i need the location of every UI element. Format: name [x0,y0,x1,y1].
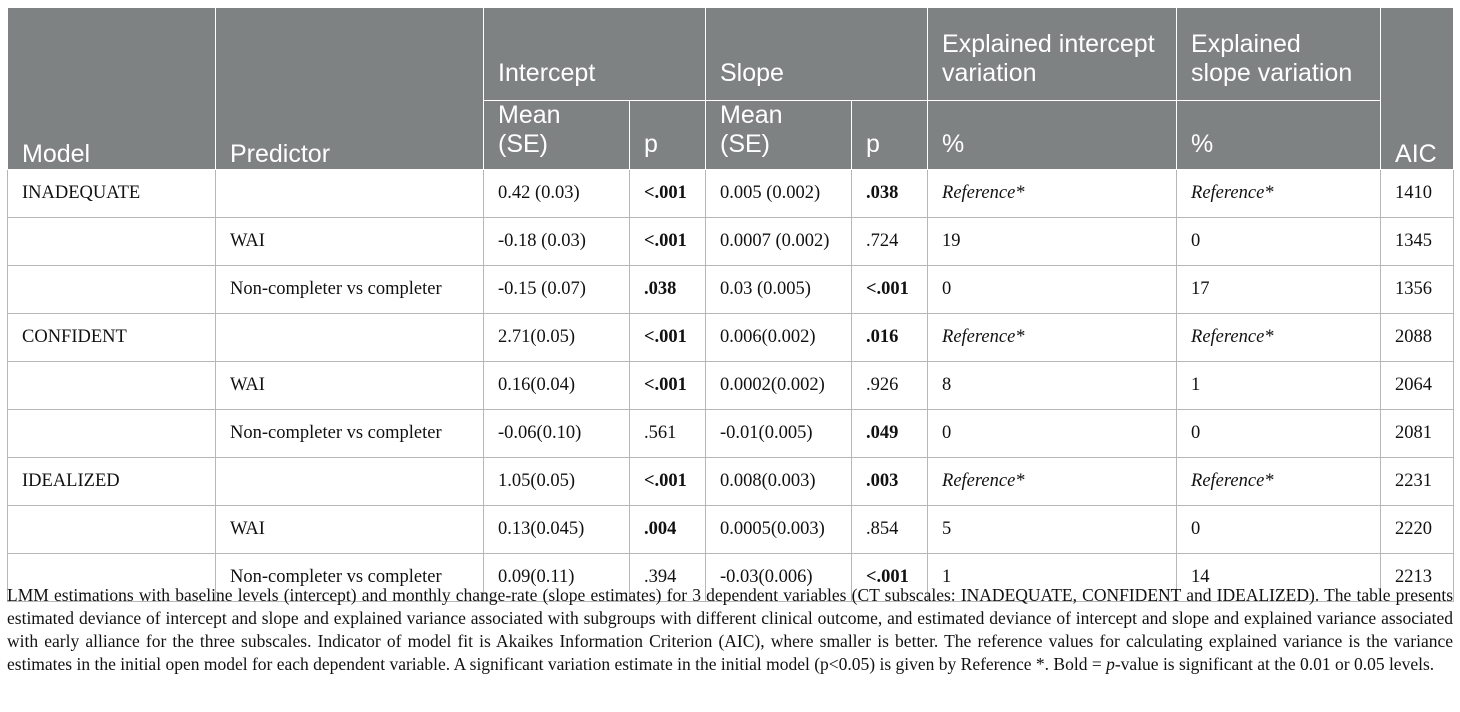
table-row [8,506,1454,554]
cell-explained-intercept: 5 [928,506,1177,554]
cell-predictor: WAI [216,362,484,410]
cell-aic: 1410 [1381,170,1454,218]
cell-slope-p: .049 [852,410,928,458]
cell-intercept-mean: -0.18 (0.03) [484,218,630,266]
cell-intercept-mean: 0.16(0.04) [484,362,630,410]
cell-slope-p: <.001 [852,554,928,602]
caption-text: LMM estimations with baseline levels (intercept) and monthly change-rate (slope estimates) for 3 dependent variables (CT subscales: INADEQUATE, CONFIDENT and IDEALIZED). The table presents estimated deviance of intercept and slope and explained variance associated with subgroups with different clinical outcome, and estimated deviance of intercept and slope and explained variance associated with early alliance for the three subscales. Indicator of model fit is Akaikes Information Criterion (AIC), where smaller is better. The reference values for calculating explained variance is the variance estimates in the initial open model for each dependent variable. A significant variation estimate in the initial model (p<0.05) is given by Reference *. Bold = [7,585,1453,674]
cell-predictor: Non-completer vs completer [216,554,484,602]
cell-explained-slope: Reference* [1177,458,1381,506]
cell-aic: 2220 [1381,506,1454,554]
cell-explained-slope: Reference* [1177,170,1381,218]
cell-aic: 2081 [1381,410,1454,458]
cell-intercept-mean: 1.05(0.05) [484,458,630,506]
cell-explained-intercept: Reference* [928,458,1177,506]
cell-explained-slope: 17 [1177,266,1381,314]
cell-model [8,266,216,314]
cell-model [8,410,216,458]
header-intercept-mean-se: Mean (SE) [484,101,630,170]
header-predictor: Predictor [216,8,484,170]
cell-intercept-p: <.001 [630,458,706,506]
table-row [8,218,1454,266]
cell-explained-slope: 0 [1177,410,1381,458]
cell-explained-slope: 0 [1177,218,1381,266]
cell-explained-intercept: Reference* [928,314,1177,362]
cell-intercept-mean: -0.06(0.10) [484,410,630,458]
header-explained-slope: Explained slope variation [1177,8,1381,101]
cell-model [8,362,216,410]
cell-explained-slope: 1 [1177,362,1381,410]
cell-model [8,506,216,554]
cell-aic: 2213 [1381,554,1454,602]
cell-aic: 1345 [1381,218,1454,266]
cell-intercept-p: <.001 [630,314,706,362]
cell-slope-mean: 0.008(0.003) [706,458,852,506]
cell-predictor: WAI [216,506,484,554]
cell-intercept-p: .038 [630,266,706,314]
cell-explained-slope: 14 [1177,554,1381,602]
cell-aic: 2088 [1381,314,1454,362]
cell-slope-p: .016 [852,314,928,362]
cell-slope-mean: 0.0007 (0.002) [706,218,852,266]
table-row [8,362,1454,410]
cell-intercept-mean: 0.13(0.045) [484,506,630,554]
caption-p-italic: p [1106,654,1115,674]
cell-predictor [216,458,484,506]
cell-slope-mean: -0.03(0.006) [706,554,852,602]
cell-slope-mean: 0.0005(0.003) [706,506,852,554]
cell-intercept-p: <.001 [630,362,706,410]
cell-explained-slope: Reference* [1177,314,1381,362]
cell-explained-intercept: 1 [928,554,1177,602]
header-slope: Slope [706,8,928,101]
header-intercept: Intercept [484,8,706,101]
cell-slope-mean: 0.0002(0.002) [706,362,852,410]
cell-intercept-mean: -0.15 (0.07) [484,266,630,314]
cell-slope-p: .854 [852,506,928,554]
cell-slope-mean: 0.006(0.002) [706,314,852,362]
cell-explained-slope: 0 [1177,506,1381,554]
table-caption [7,584,1453,676]
header-slope-mean-se: Mean (SE) [706,101,852,170]
header-aic: AIC [1381,8,1454,170]
header-slope-p: p [852,101,928,170]
cell-slope-p: <.001 [852,266,928,314]
cell-intercept-mean: 2.71(0.05) [484,314,630,362]
table-row [8,410,1454,458]
header-explained-intercept: Explained intercept variation [928,8,1177,101]
results-table [7,7,1454,602]
table-row [8,458,1454,506]
cell-explained-intercept: 0 [928,410,1177,458]
cell-aic: 1356 [1381,266,1454,314]
cell-model: CONFIDENT [8,314,216,362]
cell-predictor: Non-completer vs completer [216,410,484,458]
table-row [8,314,1454,362]
table-row [8,170,1454,218]
cell-intercept-p: .394 [630,554,706,602]
cell-slope-p: .724 [852,218,928,266]
cell-aic: 2231 [1381,458,1454,506]
cell-explained-intercept: 0 [928,266,1177,314]
header-explained-intercept-pct: % [928,101,1177,170]
cell-model: INADEQUATE [8,170,216,218]
cell-intercept-p: <.001 [630,218,706,266]
cell-slope-p: .038 [852,170,928,218]
caption-text-end: -value is significant at the 0.01 or 0.05 levels. [1114,654,1435,674]
cell-explained-intercept: Reference* [928,170,1177,218]
cell-slope-p: .926 [852,362,928,410]
cell-intercept-p: .561 [630,410,706,458]
cell-intercept-p: <.001 [630,170,706,218]
cell-model: IDEALIZED [8,458,216,506]
header-explained-slope-pct: % [1177,101,1381,170]
cell-slope-mean: -0.01(0.005) [706,410,852,458]
cell-predictor: WAI [216,218,484,266]
header-model: Model [8,8,216,170]
cell-aic: 2064 [1381,362,1454,410]
cell-explained-intercept: 8 [928,362,1177,410]
cell-slope-mean: 0.03 (0.005) [706,266,852,314]
cell-model [8,218,216,266]
header-intercept-p: p [630,101,706,170]
cell-predictor: Non-completer vs completer [216,266,484,314]
cell-slope-mean: 0.005 (0.002) [706,170,852,218]
table-row [8,266,1454,314]
cell-intercept-mean: 0.09(0.11) [484,554,630,602]
cell-intercept-mean: 0.42 (0.03) [484,170,630,218]
cell-predictor [216,314,484,362]
cell-explained-intercept: 19 [928,218,1177,266]
cell-predictor [216,170,484,218]
cell-slope-p: .003 [852,458,928,506]
cell-intercept-p: .004 [630,506,706,554]
